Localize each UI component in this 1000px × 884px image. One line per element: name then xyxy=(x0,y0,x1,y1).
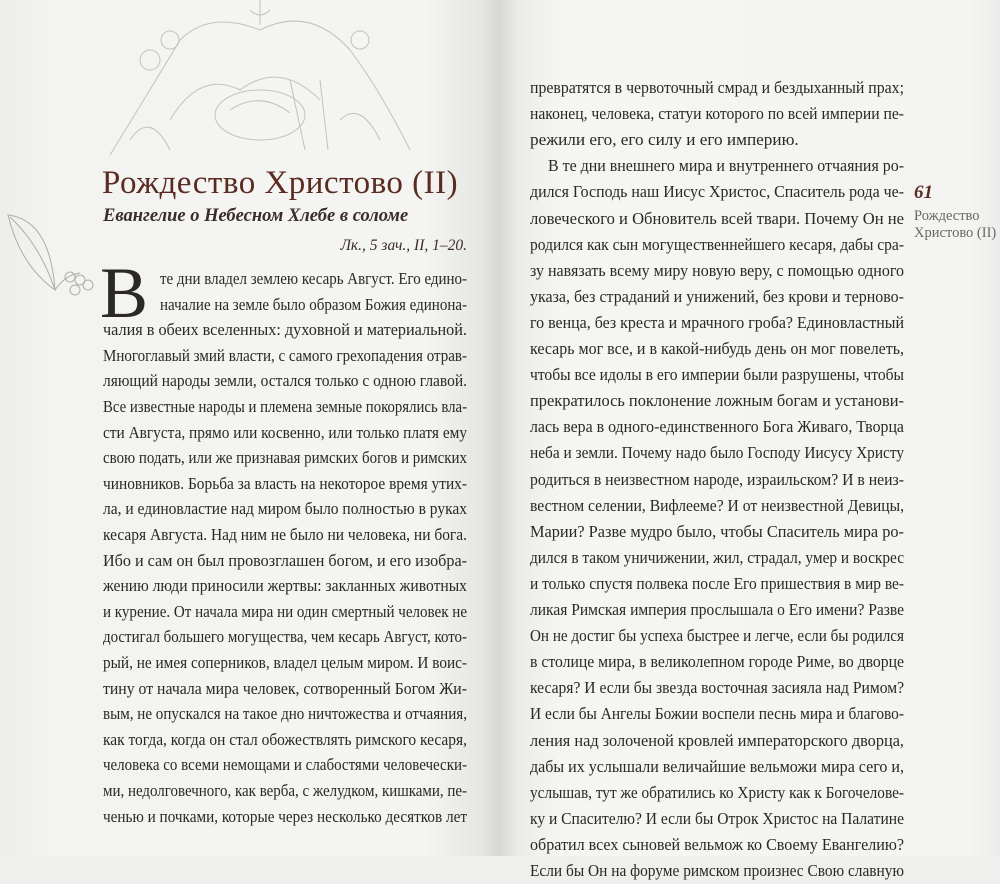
text-line-box xyxy=(103,778,467,804)
text-line-box xyxy=(530,127,904,153)
text-line-box xyxy=(103,496,467,522)
text-line: Если бы Он на форуме римском произнес Свою славную xyxy=(530,861,904,880)
text-line-box xyxy=(530,284,904,310)
text-line: ку и Спасителю? И если бы Отрок Христос на Палатине xyxy=(530,808,904,828)
text-line-box xyxy=(530,545,904,571)
text-line: Многоглавый змий власти, с самого грехопадения отрав- xyxy=(103,345,468,365)
text-line: неба и земли. Почему надо было Господу Иисусу Христу xyxy=(530,443,905,463)
text-line: чалия в обеих вселенных: духовной и материальной. xyxy=(103,320,467,340)
text-line: ми, недолговечного, как верба, с желудком, кишками, пе- xyxy=(103,781,468,800)
text-line-box xyxy=(530,571,904,597)
text-line: кесаря? И если бы звезда восточная засияла над Римом? xyxy=(530,678,905,698)
nativity-icon-illustration xyxy=(110,0,410,160)
text-line: кесарь мог все, и в какой-нибудь день он мог повелеть, xyxy=(530,339,905,358)
text-line: вым, не опускался на такое дно ничтожества и отчаяния, xyxy=(103,704,467,724)
running-head: Рождество Христово (II) xyxy=(914,208,997,241)
text-line-box xyxy=(103,420,467,446)
text-line-box xyxy=(103,650,467,676)
text-line-box xyxy=(530,858,904,884)
text-line: человека со всеми немощами и слабостями человечески- xyxy=(103,755,467,775)
text-line-box xyxy=(530,623,904,649)
text-line-box xyxy=(530,597,904,623)
text-line-box xyxy=(530,806,904,832)
text-line: го венца, без креста и мрачного гроба? Единовластный xyxy=(530,312,905,332)
text-line-box xyxy=(530,75,904,101)
text-line-box xyxy=(103,471,467,497)
text-line: родился как сын могущественнейшего кесаря, дабы сра- xyxy=(530,234,905,254)
text-line-box xyxy=(548,153,904,179)
text-line-box xyxy=(530,701,904,727)
lily-leaf-illustration xyxy=(0,205,98,305)
text-line: В те дни внешнего мира и внутреннего отчаяния ро- xyxy=(548,156,905,176)
text-line: ловеческого и Обновитель всей твари. Почему Он не xyxy=(530,208,904,228)
text-line: указа, без страданий и унижений, без крови и терново- xyxy=(530,286,904,306)
text-line-box xyxy=(530,310,904,336)
text-line-box xyxy=(530,519,904,545)
text-line-box xyxy=(530,832,904,858)
text-line: дился в таком уничижении, жил, страдал, умер и воскрес xyxy=(530,547,904,567)
text-line: услышав, тут же обратились ко Христу как к Богочелове- xyxy=(530,782,904,802)
page-number: 61 xyxy=(914,182,933,203)
text-line-box xyxy=(530,206,904,232)
text-line-box xyxy=(530,179,904,205)
text-line-box xyxy=(103,599,467,625)
text-line-box xyxy=(103,676,467,702)
text-line: в столице мира, в великолепном городе Риме, во дворце xyxy=(530,652,905,672)
text-line-box xyxy=(103,624,467,650)
text-line: кесаря Августа. Над ним не было ни человека, ни бога. xyxy=(103,525,468,544)
text-line: те дни владел землею кесарь Август. Его едино- xyxy=(160,269,468,288)
scripture-reference: Лк., 5 зач., II, 1–20. xyxy=(340,237,467,254)
text-line-box xyxy=(530,362,904,388)
text-line-box xyxy=(103,548,467,574)
text-line: чиновников. Борьба за власть на некоторое время утих- xyxy=(103,473,467,493)
text-line-box xyxy=(103,394,467,420)
text-line: Ибо и сам он был провозглашен богом, и его изобра- xyxy=(103,550,468,570)
text-line: и курение. От начала мира ни один смертный человек не xyxy=(103,601,468,621)
text-line: ченью и почками, которые через несколько десятков лет xyxy=(103,806,467,826)
text-line-box xyxy=(103,317,467,343)
right-page xyxy=(500,0,1000,880)
text-line-box xyxy=(530,754,904,780)
text-line: ла, и единовластие над миром было полностью в руках xyxy=(103,499,468,519)
text-line-box xyxy=(103,752,467,778)
text-line-box xyxy=(103,727,467,753)
text-line: началие на земле было образом Божия единона- xyxy=(160,294,468,314)
text-line: наконец, человека, статуи которого по всей империи пе- xyxy=(530,104,905,124)
text-line-box xyxy=(530,336,904,362)
text-line: режили его, его силу и его империю. xyxy=(530,130,799,150)
text-line: Все известные народы и племена земные покорялись вла- xyxy=(103,397,468,416)
text-line-box xyxy=(103,522,467,548)
text-line-box xyxy=(530,440,904,466)
text-line: чтобы все идолы в его империи были разрушены, чтобы xyxy=(530,365,905,385)
text-line: сти Августа, прямо или косвенно, или только платя ему xyxy=(103,422,468,442)
text-line: вестном селении, Вифлееме? И от неизвестной Девицы, xyxy=(530,495,904,515)
chapter-title: Рождество Христово (II) xyxy=(102,165,459,201)
text-line-box xyxy=(530,493,904,519)
text-line: свою подать, или же признавая римских богов и римских xyxy=(103,448,467,468)
text-line: Марии? Разве мудро было, чтобы Спаситель мира ро- xyxy=(530,521,904,541)
text-line-box xyxy=(530,258,904,284)
text-line: достигал большего могущества, чем кесарь Август, кото- xyxy=(103,627,467,647)
text-line: родиться в неизвестном народе, израильском? И в неиз- xyxy=(530,469,904,489)
text-line: ляющий народы земли, остался только с одною главой. xyxy=(103,371,468,391)
text-line-box xyxy=(160,292,467,318)
text-line: дабы их услышали величайшие вельможи мира сего и, xyxy=(530,756,904,776)
text-line-box xyxy=(103,701,467,727)
text-line-box xyxy=(103,804,467,830)
text-line: тину от начала мира человек, сотворенный Богом Жи- xyxy=(103,678,467,698)
text-line-box xyxy=(530,232,904,258)
text-line-box xyxy=(530,649,904,675)
text-line-box xyxy=(530,728,904,754)
text-line-box xyxy=(103,445,467,471)
text-line: Он не достиг бы успеха быстрее и легче, если бы родился xyxy=(530,626,904,646)
text-line-box xyxy=(530,388,904,414)
text-line: ления над золоченой кровлей императорского дворца, xyxy=(530,730,905,750)
left-page xyxy=(0,0,500,856)
text-line: и только спустя полвека после Его пришествия в мир ве- xyxy=(530,573,905,593)
text-line-box xyxy=(530,780,904,806)
text-line-box xyxy=(103,573,467,599)
text-line: лась вера в одного-единственного Бога Живаго, Творца xyxy=(530,417,904,437)
text-line-box xyxy=(530,414,904,440)
text-line: И если бы Ангелы Божии воспели песнь мира и благово- xyxy=(530,704,904,724)
text-line: прекратилось поклонение ложным богам и установи- xyxy=(530,391,905,411)
text-line-box xyxy=(530,675,904,701)
text-line: зу навязать всему миру новую веру, с помощью одного xyxy=(530,260,905,280)
text-line: превратятся в червоточный смрад и бездыханный прах; xyxy=(530,78,904,97)
text-line: обратил всех сыновей вельмож ко Своему Евангелию? xyxy=(530,834,905,854)
text-line-box xyxy=(530,101,904,127)
text-line: жению люди приносили жертвы: закланных животных xyxy=(103,576,467,596)
chapter-subtitle: Евангелие о Небесном Хлебе в соломе xyxy=(103,206,409,226)
text-line-box xyxy=(103,368,467,394)
text-line: дился Господь наш Иисус Христос, Спаситель рода че- xyxy=(530,182,904,202)
text-line: как тогда, когда он стал обожествлять римского кесаря, xyxy=(103,729,467,749)
text-line: ликая Римская империя прослышала о Его имени? Разве xyxy=(530,600,905,619)
text-line-box xyxy=(103,343,467,369)
drop-cap: В xyxy=(100,253,149,333)
text-line-box xyxy=(160,266,467,292)
text-line: рый, не имея соперников, владел целым миром. И воис- xyxy=(103,653,468,672)
text-line-box xyxy=(530,467,904,493)
